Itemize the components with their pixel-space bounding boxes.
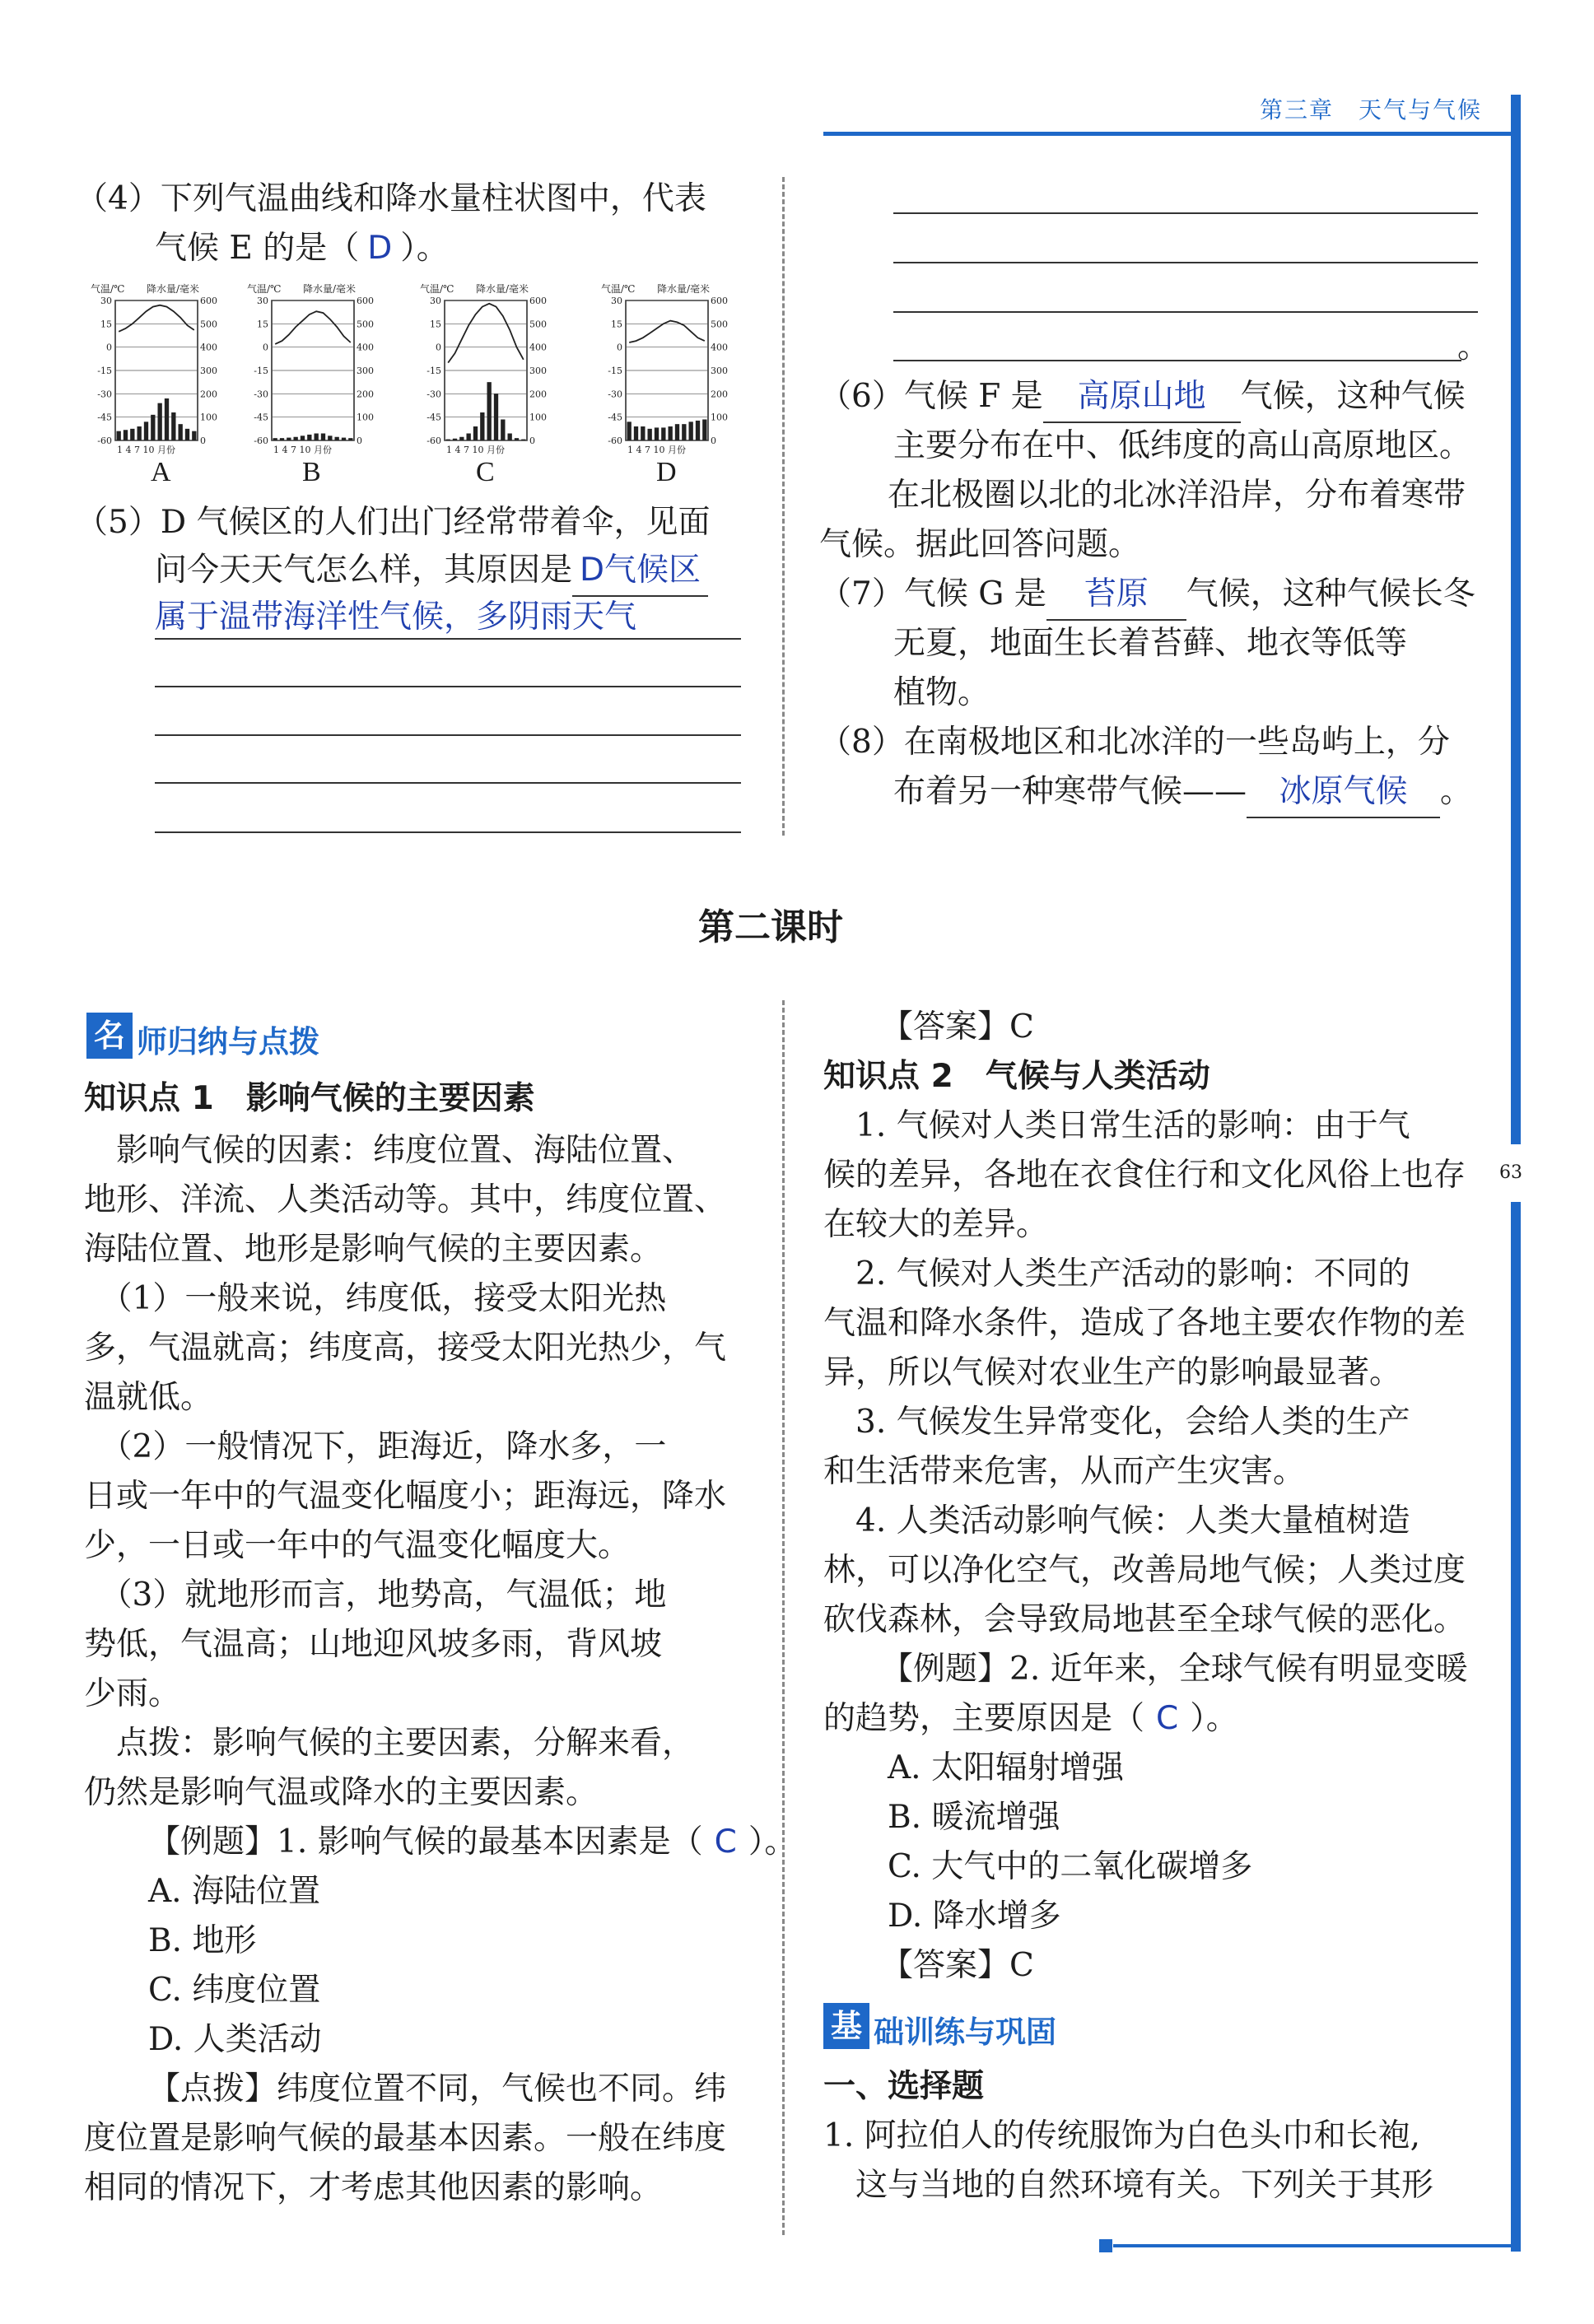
page-number: 63 bbox=[1490, 1144, 1531, 1202]
chart-precip-bar bbox=[171, 412, 175, 440]
kp2-line: 和生活带来危害，从而产生灾害。 bbox=[823, 1453, 1306, 1490]
kp1-line: 点拨：影响气候的主要因素，分解来看， bbox=[84, 1725, 695, 1762]
chart-precip-bar bbox=[689, 421, 693, 440]
ex2-option: D. 降水增多 bbox=[888, 1898, 1061, 1935]
chart-precip-bar bbox=[661, 427, 665, 440]
chart-precip-bar bbox=[158, 403, 162, 440]
q6-line1 bbox=[819, 372, 1466, 423]
q8-answer: 冰原气候 bbox=[1247, 767, 1440, 818]
chart-precip-bar bbox=[151, 415, 155, 440]
ex2-post: ）。 bbox=[1190, 1700, 1238, 1737]
chart-tick-left: 30 bbox=[611, 296, 622, 306]
q6-pre: （6）气候 F 是 bbox=[819, 378, 1043, 415]
chart-precip-bar bbox=[328, 435, 332, 440]
section-title: 第二课时 bbox=[698, 906, 843, 948]
chart-tick-right: 0 bbox=[711, 435, 716, 446]
chart-tick-left: -30 bbox=[97, 389, 112, 400]
q7-line3: 植物。 bbox=[893, 674, 990, 711]
example2-line1: 【例题】2. 近年来，全球气候有明显变暖 bbox=[881, 1651, 1468, 1688]
q5-cont-rule-1 bbox=[893, 212, 1478, 214]
kp1-line: 少雨。 bbox=[84, 1675, 181, 1712]
chart-tick-right: 400 bbox=[357, 342, 374, 353]
chart-tick-left: -60 bbox=[97, 435, 112, 446]
chart-precip-bar bbox=[280, 438, 284, 440]
chart-tick-right: 200 bbox=[711, 389, 728, 400]
q8-line2 bbox=[893, 767, 1472, 818]
chart-tick-left: -15 bbox=[426, 366, 441, 376]
chart-tick-right: 400 bbox=[529, 342, 547, 353]
chart-tick-left: 0 bbox=[263, 342, 268, 353]
chart-precip-bar bbox=[342, 438, 346, 440]
ex1-answer: C bbox=[714, 1823, 737, 1861]
kp1-line: 温就低。 bbox=[84, 1379, 213, 1416]
chart-tick-left: -45 bbox=[426, 412, 441, 423]
bottom-bar bbox=[1113, 2244, 1517, 2247]
right-col-body bbox=[823, 1003, 1468, 1991]
ex1-post: ）。 bbox=[748, 1823, 797, 1861]
chart-precip-axis-title: 降水量/毫米 bbox=[657, 283, 711, 295]
chart-xaxis-label: 1 4 7 10 月份 bbox=[446, 445, 505, 455]
chart-xaxis-label: 1 4 7 10 月份 bbox=[117, 445, 175, 455]
kp1-title: 知识点 1 影响气候的主要因素 bbox=[84, 1080, 535, 1117]
kp1-line: 势低，气温高；山地迎风坡多雨，背风坡 bbox=[84, 1626, 663, 1663]
q8-post: 。 bbox=[1440, 773, 1473, 810]
ex2-option: A. 太阳辐射增强 bbox=[888, 1749, 1124, 1786]
chart-tick-left: -45 bbox=[254, 412, 268, 423]
q4-answer: D bbox=[367, 230, 393, 267]
q7-line2: 无夏，地面生长着苔藓、地衣等低等 bbox=[893, 625, 1408, 662]
section-choice: 一、选择题 bbox=[823, 2068, 985, 2105]
header-rule bbox=[823, 132, 1515, 136]
chart-precip-bar bbox=[130, 429, 134, 440]
chart-tick-left: -15 bbox=[254, 366, 268, 376]
chart-precip-bar bbox=[144, 421, 148, 440]
q6-post: 气候，这种气候 bbox=[1240, 378, 1466, 415]
chart-tick-right: 600 bbox=[200, 296, 217, 306]
q6-answer: 高原山地 bbox=[1043, 372, 1241, 423]
chart-tick-right: 100 bbox=[357, 412, 374, 423]
tip-line: 相同的情况下，才考虑其他因素的影响。 bbox=[84, 2169, 663, 2206]
chart-xaxis-label: 1 4 7 10 月份 bbox=[627, 445, 686, 455]
kp1-line: 海陆位置、地形是影响气候的主要因素。 bbox=[84, 1231, 663, 1268]
chart-tick-left: -45 bbox=[608, 412, 622, 423]
q5-cont-rule-4 bbox=[893, 360, 1461, 361]
chart-precip-bar bbox=[669, 426, 673, 440]
q1-line1: 1. 阿拉伯人的传统服饰为白色头巾和长袍, bbox=[823, 2117, 1421, 2154]
chapter-header: 第三章 天气与气候 bbox=[1260, 96, 1483, 123]
tip-line: 度位置是影响气候的最基本因素。一般在纬度 bbox=[84, 2120, 727, 2157]
example1-line bbox=[84, 1818, 796, 1867]
chart-tick-left: 15 bbox=[430, 319, 441, 330]
kp1-line: 少，一日或一年中的气温变化幅度大。 bbox=[84, 1527, 631, 1564]
kp2-line: 砍伐森林，会导致局地甚至全球气候的恶化。 bbox=[823, 1601, 1466, 1638]
chart-temp-axis-title: 气温/℃ bbox=[420, 283, 454, 295]
chart-tick-right: 500 bbox=[357, 319, 374, 330]
ex2-pre: 的趋势，主要原因是（ bbox=[823, 1700, 1145, 1737]
kp1-line: 地形、洋流、人类活动等。其中，纬度位置、 bbox=[84, 1181, 727, 1218]
chart-tick-right: 400 bbox=[711, 342, 728, 353]
chart-temp-axis-title: 气温/℃ bbox=[601, 283, 636, 295]
chart-tick-right: 200 bbox=[529, 389, 547, 400]
chart-precip-bar bbox=[627, 421, 632, 440]
para1: 在北极圈以北的北冰洋沿岸，分布着寒带 bbox=[888, 477, 1466, 514]
chart-tick-right: 600 bbox=[357, 296, 374, 306]
chart-tick-left: 30 bbox=[430, 296, 441, 306]
chart-temp-axis-title: 气温/℃ bbox=[247, 283, 282, 295]
chart-tick-left: -30 bbox=[254, 389, 268, 400]
chart-precip-bar bbox=[117, 431, 121, 440]
chart-xaxis-label: 1 4 7 10 月份 bbox=[273, 445, 332, 455]
kp2-line: 林，可以净化空气，改善局地气候；人类过度 bbox=[823, 1552, 1466, 1589]
ex2-option: B. 暖流增强 bbox=[888, 1799, 1060, 1836]
chart-precip-bar bbox=[634, 426, 638, 440]
chart-precip-bar bbox=[487, 382, 492, 440]
q4-line2-pre: 气候 E 的是（ bbox=[155, 230, 360, 267]
chart-tick-left: 15 bbox=[611, 319, 622, 330]
chart-precip-bar bbox=[655, 427, 659, 440]
q8-line2-pre: 布着另一种寒带气候—— bbox=[893, 773, 1247, 810]
chart-tick-left: 15 bbox=[257, 319, 268, 330]
chart-precip-bar bbox=[467, 434, 471, 441]
chart-tick-right: 0 bbox=[200, 435, 206, 446]
ex1-option: A. 海陆位置 bbox=[148, 1873, 320, 1910]
chart-precip-bar bbox=[307, 435, 311, 440]
column-separator-top bbox=[782, 177, 785, 836]
kp2-line: 3. 气候发生异常变化，会给人类的生产 bbox=[823, 1404, 1410, 1441]
kp2-line: 在较大的差异。 bbox=[823, 1206, 1049, 1243]
chart-tick-right: 500 bbox=[711, 319, 728, 330]
chart-tick-right: 0 bbox=[357, 435, 362, 446]
chart-precip-bar bbox=[273, 438, 277, 440]
chart-precip-bar bbox=[335, 437, 339, 440]
chart-precip-bar bbox=[348, 438, 352, 440]
kp1-line: （1）一般来说，纬度低，接受太阳光热 bbox=[84, 1280, 667, 1317]
q5-line1: （5）D 气候区的人们出门经常带着伞，见面 bbox=[76, 504, 711, 541]
kp2-title: 知识点 2 气候与人类活动 bbox=[823, 1058, 1210, 1095]
chart-tick-left: 30 bbox=[257, 296, 268, 306]
chart-precip-bar bbox=[287, 438, 291, 440]
answer1: 【答案】C bbox=[881, 1008, 1034, 1046]
q5-answer-a: D气候区 bbox=[572, 546, 708, 597]
q5-cont-rule-2 bbox=[893, 262, 1478, 263]
chart-label-d: D bbox=[656, 457, 677, 487]
chart-tick-left: -60 bbox=[608, 435, 622, 446]
answer2: 【答案】C bbox=[881, 1947, 1034, 1984]
chart-precip-bar bbox=[124, 430, 128, 440]
chart-precip-bar bbox=[501, 420, 505, 441]
badge-ji: 基 bbox=[823, 2003, 869, 2049]
q8-line1: （8）在南极地区和北冰洋的一些岛屿上，分 bbox=[819, 724, 1450, 761]
q5-line2 bbox=[155, 546, 708, 597]
chart-precip-bar bbox=[480, 412, 484, 440]
q5-cont-rule-3 bbox=[893, 311, 1478, 313]
chart-tick-right: 100 bbox=[529, 412, 547, 423]
chart-temp-line bbox=[119, 305, 194, 332]
chart-tick-left: -45 bbox=[97, 412, 112, 423]
kp2-line: 1. 气候对人类日常生活的影响：由于气 bbox=[823, 1107, 1410, 1144]
chart-tick-right: 300 bbox=[357, 366, 374, 376]
chart-tick-right: 300 bbox=[200, 366, 217, 376]
badge-ming: 名 bbox=[86, 1013, 133, 1059]
chart-tick-left: 0 bbox=[106, 342, 112, 353]
ex2-option: C. 大气中的二氧化碳增多 bbox=[888, 1848, 1253, 1885]
chart-precip-bar bbox=[185, 429, 189, 440]
chart-temp-axis-title: 气温/℃ bbox=[91, 283, 125, 295]
chart-tick-right: 400 bbox=[200, 342, 217, 353]
chart-precip-axis-title: 降水量/毫米 bbox=[147, 283, 200, 295]
chart-precip-bar bbox=[165, 398, 169, 440]
chart-precip-bar bbox=[473, 426, 478, 440]
chart-label-b: B bbox=[302, 457, 321, 487]
ex1-pre: 【例题】1. 影响气候的最基本因素是（ bbox=[148, 1823, 703, 1861]
para2: 气候。据此回答问题。 bbox=[819, 526, 1141, 563]
chart-precip-bar bbox=[137, 426, 142, 440]
chart-tick-left: -15 bbox=[608, 366, 622, 376]
q7-post: 气候，这种气候长冬 bbox=[1186, 575, 1475, 612]
kp1-line: 多，气温就高；纬度高，接受太阳光热少，气 bbox=[84, 1330, 727, 1367]
chart-tick-left: 30 bbox=[100, 296, 112, 306]
chart-precip-bar bbox=[494, 394, 498, 440]
bottom-marker bbox=[1099, 2239, 1112, 2252]
chart-precip-bar bbox=[321, 434, 325, 441]
kp1-line: 影响气候的因素：纬度位置、海陆位置、 bbox=[84, 1132, 695, 1169]
chart-precip-bar bbox=[459, 437, 464, 440]
chart-tick-right: 600 bbox=[529, 296, 547, 306]
chart-tick-left: -60 bbox=[426, 435, 441, 446]
chart-tick-right: 600 bbox=[711, 296, 728, 306]
chart-precip-bar bbox=[192, 431, 196, 440]
kp1-line: 日或一年中的气温变化幅度小；距海远，降水 bbox=[84, 1478, 727, 1515]
chart-tick-right: 0 bbox=[529, 435, 535, 446]
q7-line1 bbox=[819, 570, 1475, 621]
chart-tick-right: 100 bbox=[711, 412, 728, 423]
chart-precip-bar bbox=[508, 434, 512, 441]
q4-line2-post: ）。 bbox=[400, 230, 449, 267]
badge-title-left: 师归纳与点拨 bbox=[137, 1024, 319, 1060]
chart-tick-left: -30 bbox=[426, 389, 441, 400]
chart-precip-bar bbox=[641, 426, 645, 440]
chart-tick-left: -60 bbox=[254, 435, 268, 446]
chart-precip-bar bbox=[702, 420, 706, 441]
q5-rule-4 bbox=[155, 782, 741, 784]
kp2-line: 气温和降水条件，造成了各地主要农作物的差 bbox=[823, 1305, 1466, 1342]
chart-precip-axis-title: 降水量/毫米 bbox=[476, 283, 529, 295]
q6-line2: 主要分布在中、低纬度的高山高原地区。 bbox=[893, 427, 1472, 464]
ex1-option: B. 地形 bbox=[148, 1922, 257, 1959]
chart-tick-left: 0 bbox=[436, 342, 441, 353]
chart-precip-bar bbox=[515, 438, 519, 440]
chart-precip-bar bbox=[315, 434, 319, 441]
chart-tick-right: 200 bbox=[200, 389, 217, 400]
q5-rule-3 bbox=[155, 734, 741, 736]
chart-tick-right: 300 bbox=[711, 366, 728, 376]
chart-label-c: C bbox=[476, 457, 495, 487]
kp2-line: 异，所以气候对农业生产的影响最显著。 bbox=[823, 1354, 1402, 1391]
chart-tick-left: 0 bbox=[617, 342, 622, 353]
chart-tick-left: 15 bbox=[100, 319, 112, 330]
q5-rule-1 bbox=[155, 638, 741, 640]
chart-tick-right: 500 bbox=[529, 319, 547, 330]
chart-precip-bar bbox=[682, 424, 686, 440]
q4-line1: （4）下列气温曲线和降水量柱状图中，代表 bbox=[76, 180, 706, 217]
kp2-line: 2. 气候对人类生产活动的影响：不同的 bbox=[823, 1255, 1410, 1292]
chart-precip-bar bbox=[675, 424, 679, 440]
chart-temp-line bbox=[448, 304, 524, 363]
example2-line2 bbox=[823, 1694, 1468, 1744]
chart-tick-right: 300 bbox=[529, 366, 547, 376]
kp2-line: 候的差异，各地在衣食住行和文化风俗上也存 bbox=[823, 1157, 1466, 1194]
chart-tick-right: 100 bbox=[200, 412, 217, 423]
tip-line: 【点拨】纬度位置不同，气候也不同。纬 bbox=[148, 2070, 727, 2107]
chart-label-a: A bbox=[151, 457, 171, 487]
q4-line2 bbox=[155, 224, 449, 273]
kp1-line: 仍然是影响气温或降水的主要因素。 bbox=[84, 1774, 599, 1811]
chart-temp-line bbox=[275, 311, 351, 344]
end-mark: 。 bbox=[1457, 328, 1490, 366]
q5-rule-5 bbox=[155, 831, 741, 833]
chart-tick-left: -30 bbox=[608, 389, 622, 400]
ex1-option: D. 人类活动 bbox=[148, 2021, 322, 2058]
ex1-option: C. 纬度位置 bbox=[148, 1972, 321, 2009]
chart-precip-axis-title: 降水量/毫米 bbox=[303, 283, 357, 295]
ex2-answer: C bbox=[1156, 1700, 1179, 1737]
chart-precip-bar bbox=[301, 435, 305, 440]
q5-line2-pre: 问今天天气怎么样，其原因是 bbox=[155, 552, 573, 589]
chart-tick-right: 200 bbox=[357, 389, 374, 400]
q5-answer-b: 属于温带海洋性气候，多阴雨天气 bbox=[155, 598, 637, 636]
q7-pre: （7）气候 G 是 bbox=[819, 575, 1046, 612]
kp1-line: （3）就地形而言，地势高，气温低；地 bbox=[84, 1577, 667, 1614]
chart-precip-bar bbox=[696, 421, 700, 440]
q7-answer: 苔原 bbox=[1046, 570, 1186, 621]
kp1-body bbox=[84, 1126, 796, 2213]
chart-tick-right: 500 bbox=[200, 319, 217, 330]
chart-precip-bar bbox=[294, 437, 298, 440]
badge-title-right: 础训练与巩固 bbox=[874, 2014, 1056, 2050]
kp2-line: 4. 人类活动影响气候：人类大量植树造 bbox=[823, 1502, 1410, 1539]
chart-precip-bar bbox=[179, 424, 183, 440]
q5-rule-2 bbox=[155, 686, 741, 687]
kp1-line: （2）一般情况下，距海近，降水多，一 bbox=[84, 1428, 667, 1465]
chart-precip-bar bbox=[648, 429, 652, 440]
chart-precip-bar bbox=[453, 439, 457, 440]
q1-line2: 这与当地的自然环境有关。下列关于其形 bbox=[823, 2167, 1434, 2204]
chart-tick-left: -15 bbox=[97, 366, 112, 376]
